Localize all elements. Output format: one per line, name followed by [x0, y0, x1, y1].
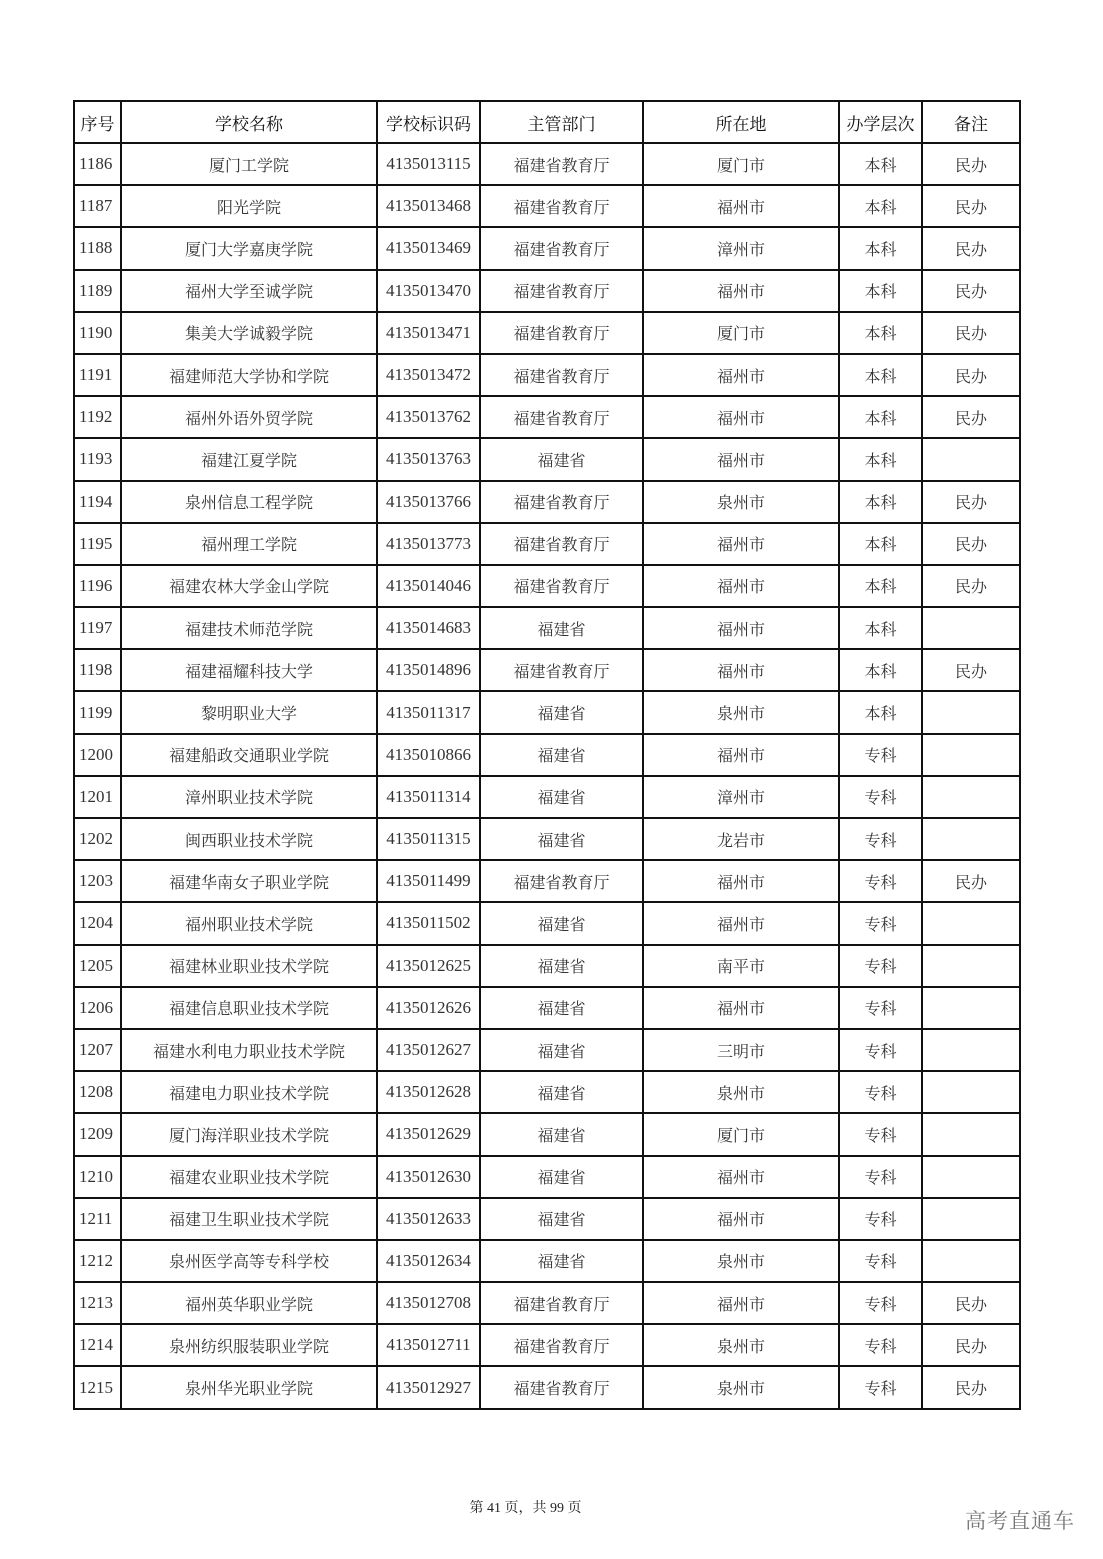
- cell-remarks: [922, 987, 1020, 1029]
- school-list-table: [73, 100, 1021, 1410]
- cell-education-level: 专科: [839, 776, 922, 818]
- cell-school-name: 福建师范大学协和学院: [121, 354, 377, 396]
- cell-serial-number: 1192: [74, 396, 121, 438]
- cell-remarks: [922, 734, 1020, 776]
- table-row: [74, 691, 1020, 733]
- table-row: [74, 1029, 1020, 1071]
- cell-location: 三明市: [643, 1029, 839, 1071]
- cell-remarks: 民办: [922, 185, 1020, 227]
- cell-location: 泉州市: [643, 1240, 839, 1282]
- cell-remarks: 民办: [922, 481, 1020, 523]
- cell-education-level: 专科: [839, 1113, 922, 1155]
- cell-education-level: 专科: [839, 1029, 922, 1071]
- table-header-row: [74, 101, 1020, 143]
- cell-education-level: 本科: [839, 143, 922, 185]
- cell-remarks: 民办: [922, 227, 1020, 269]
- cell-serial-number: 1214: [74, 1324, 121, 1366]
- cell-location: 泉州市: [643, 481, 839, 523]
- cell-serial-number: 1190: [74, 312, 121, 354]
- cell-remarks: 民办: [922, 649, 1020, 691]
- cell-school-code: 4135013470: [377, 270, 480, 312]
- cell-location: 厦门市: [643, 1113, 839, 1155]
- cell-remarks: 民办: [922, 1324, 1020, 1366]
- cell-supervising-dept: 福建省: [480, 1029, 643, 1071]
- cell-school-name: 福州大学至诚学院: [121, 270, 377, 312]
- cell-school-code: 4135012628: [377, 1071, 480, 1113]
- cell-school-code: 4135011499: [377, 860, 480, 902]
- cell-school-name: 福建农林大学金山学院: [121, 565, 377, 607]
- cell-education-level: 本科: [839, 607, 922, 649]
- cell-location: 福州市: [643, 734, 839, 776]
- cell-remarks: 民办: [922, 1366, 1020, 1408]
- cell-school-code: 4135012711: [377, 1324, 480, 1366]
- cell-serial-number: 1196: [74, 565, 121, 607]
- cell-serial-number: 1204: [74, 902, 121, 944]
- cell-school-code: 4135012625: [377, 945, 480, 987]
- cell-supervising-dept: 福建省: [480, 1240, 643, 1282]
- cell-supervising-dept: 福建省教育厅: [480, 312, 643, 354]
- cell-remarks: [922, 691, 1020, 733]
- cell-remarks: 民办: [922, 396, 1020, 438]
- table-row: [74, 1156, 1020, 1198]
- cell-school-name: 福建福耀科技大学: [121, 649, 377, 691]
- cell-school-code: 4135012927: [377, 1366, 480, 1408]
- cell-school-name: 福建华南女子职业学院: [121, 860, 377, 902]
- table-row: [74, 607, 1020, 649]
- cell-school-code: 4135013471: [377, 312, 480, 354]
- cell-education-level: 专科: [839, 902, 922, 944]
- table-row: [74, 1282, 1020, 1324]
- cell-education-level: 专科: [839, 860, 922, 902]
- cell-remarks: [922, 1029, 1020, 1071]
- cell-education-level: 本科: [839, 649, 922, 691]
- cell-supervising-dept: 福建省教育厅: [480, 270, 643, 312]
- cell-remarks: [922, 1198, 1020, 1240]
- cell-location: 南平市: [643, 945, 839, 987]
- cell-serial-number: 1200: [74, 734, 121, 776]
- table-row: [74, 227, 1020, 269]
- cell-supervising-dept: 福建省教育厅: [480, 860, 643, 902]
- cell-school-code: 4135014683: [377, 607, 480, 649]
- cell-supervising-dept: 福建省: [480, 1156, 643, 1198]
- cell-school-code: 4135012633: [377, 1198, 480, 1240]
- cell-remarks: 民办: [922, 1282, 1020, 1324]
- table-row: [74, 354, 1020, 396]
- cell-serial-number: 1203: [74, 860, 121, 902]
- cell-school-code: 4135013469: [377, 227, 480, 269]
- table-row: [74, 396, 1020, 438]
- cell-remarks: [922, 1156, 1020, 1198]
- table-row: [74, 649, 1020, 691]
- cell-location: 福州市: [643, 354, 839, 396]
- cell-education-level: 本科: [839, 523, 922, 565]
- cell-location: 福州市: [643, 987, 839, 1029]
- header-remarks: 备注: [922, 101, 1020, 143]
- cell-school-name: 黎明职业大学: [121, 691, 377, 733]
- table-row: [74, 312, 1020, 354]
- page-indicator-text: 第 41 页，共 99 页: [469, 1501, 582, 1516]
- cell-education-level: 专科: [839, 1240, 922, 1282]
- cell-school-name: 泉州纺织服装职业学院: [121, 1324, 377, 1366]
- cell-school-name: 漳州职业技术学院: [121, 776, 377, 818]
- cell-education-level: 专科: [839, 1324, 922, 1366]
- cell-education-level: 专科: [839, 945, 922, 987]
- cell-remarks: 民办: [922, 523, 1020, 565]
- cell-school-name: 厦门大学嘉庚学院: [121, 227, 377, 269]
- cell-supervising-dept: 福建省教育厅: [480, 649, 643, 691]
- cell-school-code: 4135013763: [377, 438, 480, 480]
- table-row: [74, 523, 1020, 565]
- cell-education-level: 专科: [839, 1366, 922, 1408]
- header-education-level: 办学层次: [839, 101, 922, 143]
- cell-education-level: 本科: [839, 185, 922, 227]
- cell-location: 福州市: [643, 396, 839, 438]
- cell-location: 福州市: [643, 565, 839, 607]
- cell-school-code: 4135013468: [377, 185, 480, 227]
- cell-school-code: 4135013766: [377, 481, 480, 523]
- cell-school-code: 4135011317: [377, 691, 480, 733]
- cell-education-level: 本科: [839, 270, 922, 312]
- cell-education-level: 专科: [839, 734, 922, 776]
- cell-education-level: 本科: [839, 481, 922, 523]
- cell-serial-number: 1191: [74, 354, 121, 396]
- cell-school-name: 福建江夏学院: [121, 438, 377, 480]
- table-row: [74, 1113, 1020, 1155]
- cell-remarks: [922, 607, 1020, 649]
- cell-supervising-dept: 福建省: [480, 691, 643, 733]
- cell-school-code: 4135012629: [377, 1113, 480, 1155]
- cell-supervising-dept: 福建省: [480, 987, 643, 1029]
- header-supervising-dept: 主管部门: [480, 101, 643, 143]
- table-row: [74, 1198, 1020, 1240]
- cell-school-name: 福建农业职业技术学院: [121, 1156, 377, 1198]
- cell-serial-number: 1202: [74, 818, 121, 860]
- cell-location: 厦门市: [643, 312, 839, 354]
- cell-school-code: 4135011315: [377, 818, 480, 860]
- cell-serial-number: 1212: [74, 1240, 121, 1282]
- cell-supervising-dept: 福建省: [480, 945, 643, 987]
- cell-location: 福州市: [643, 607, 839, 649]
- cell-serial-number: 1188: [74, 227, 121, 269]
- cell-school-name: 福建技术师范学院: [121, 607, 377, 649]
- cell-location: 福州市: [643, 649, 839, 691]
- table-row: [74, 1071, 1020, 1113]
- cell-supervising-dept: 福建省教育厅: [480, 143, 643, 185]
- cell-school-code: 4135012708: [377, 1282, 480, 1324]
- cell-supervising-dept: 福建省教育厅: [480, 354, 643, 396]
- cell-location: 泉州市: [643, 691, 839, 733]
- header-school-code: 学校标识码: [377, 101, 480, 143]
- cell-education-level: 本科: [839, 565, 922, 607]
- table-row: [74, 860, 1020, 902]
- cell-school-code: 4135012627: [377, 1029, 480, 1071]
- cell-serial-number: 1215: [74, 1366, 121, 1408]
- cell-education-level: 专科: [839, 818, 922, 860]
- cell-education-level: 专科: [839, 1198, 922, 1240]
- cell-school-name: 福州外语外贸学院: [121, 396, 377, 438]
- cell-supervising-dept: 福建省: [480, 607, 643, 649]
- cell-school-code: 4135010866: [377, 734, 480, 776]
- page-indicator: [0, 1497, 1103, 1517]
- table-row: [74, 481, 1020, 523]
- cell-school-code: 4135012626: [377, 987, 480, 1029]
- cell-serial-number: 1210: [74, 1156, 121, 1198]
- cell-location: 漳州市: [643, 227, 839, 269]
- cell-school-name: 厦门工学院: [121, 143, 377, 185]
- cell-supervising-dept: 福建省教育厅: [480, 185, 643, 227]
- cell-school-name: 福州英华职业学院: [121, 1282, 377, 1324]
- cell-remarks: [922, 945, 1020, 987]
- cell-location: 漳州市: [643, 776, 839, 818]
- cell-remarks: [922, 1071, 1020, 1113]
- cell-education-level: 本科: [839, 354, 922, 396]
- cell-education-level: 本科: [839, 438, 922, 480]
- cell-location: 福州市: [643, 860, 839, 902]
- cell-school-code: 4135014896: [377, 649, 480, 691]
- cell-serial-number: 1201: [74, 776, 121, 818]
- cell-supervising-dept: 福建省: [480, 902, 643, 944]
- cell-location: 福州市: [643, 902, 839, 944]
- cell-education-level: 专科: [839, 1282, 922, 1324]
- table-row: [74, 185, 1020, 227]
- cell-remarks: 民办: [922, 565, 1020, 607]
- cell-location: 福州市: [643, 185, 839, 227]
- cell-school-code: 4135011502: [377, 902, 480, 944]
- cell-location: 厦门市: [643, 143, 839, 185]
- cell-remarks: 民办: [922, 312, 1020, 354]
- table-row: [74, 565, 1020, 607]
- cell-serial-number: 1193: [74, 438, 121, 480]
- cell-education-level: 专科: [839, 987, 922, 1029]
- cell-location: 福州市: [643, 270, 839, 312]
- table-row: [74, 270, 1020, 312]
- cell-serial-number: 1208: [74, 1071, 121, 1113]
- cell-education-level: 本科: [839, 396, 922, 438]
- cell-supervising-dept: 福建省教育厅: [480, 396, 643, 438]
- cell-school-code: 4135012634: [377, 1240, 480, 1282]
- table-row: [74, 1240, 1020, 1282]
- cell-school-name: 泉州信息工程学院: [121, 481, 377, 523]
- cell-school-name: 福州职业技术学院: [121, 902, 377, 944]
- cell-supervising-dept: 福建省教育厅: [480, 523, 643, 565]
- cell-school-code: 4135014046: [377, 565, 480, 607]
- table-row: [74, 1366, 1020, 1408]
- cell-supervising-dept: 福建省: [480, 1113, 643, 1155]
- header-serial-number: 序号: [74, 101, 121, 143]
- cell-school-name: 闽西职业技术学院: [121, 818, 377, 860]
- cell-location: 福州市: [643, 1282, 839, 1324]
- cell-supervising-dept: 福建省教育厅: [480, 1282, 643, 1324]
- cell-location: 福州市: [643, 438, 839, 480]
- cell-education-level: 本科: [839, 227, 922, 269]
- cell-education-level: 专科: [839, 1156, 922, 1198]
- cell-school-name: 福建林业职业技术学院: [121, 945, 377, 987]
- cell-remarks: 民办: [922, 270, 1020, 312]
- cell-school-code: 4135013762: [377, 396, 480, 438]
- cell-serial-number: 1213: [74, 1282, 121, 1324]
- cell-school-code: 4135011314: [377, 776, 480, 818]
- cell-school-name: 福建卫生职业技术学院: [121, 1198, 377, 1240]
- table-row: [74, 818, 1020, 860]
- cell-remarks: [922, 438, 1020, 480]
- table-row: [74, 987, 1020, 1029]
- table-row: [74, 143, 1020, 185]
- header-school-name: 学校名称: [121, 101, 377, 143]
- cell-education-level: 本科: [839, 312, 922, 354]
- cell-serial-number: 1198: [74, 649, 121, 691]
- cell-school-code: 4135013115: [377, 143, 480, 185]
- cell-school-code: 4135013472: [377, 354, 480, 396]
- cell-supervising-dept: 福建省: [480, 818, 643, 860]
- cell-serial-number: 1205: [74, 945, 121, 987]
- cell-serial-number: 1189: [74, 270, 121, 312]
- cell-serial-number: 1209: [74, 1113, 121, 1155]
- cell-supervising-dept: 福建省教育厅: [480, 481, 643, 523]
- cell-school-name: 泉州华光职业学院: [121, 1366, 377, 1408]
- cell-school-name: 福建电力职业技术学院: [121, 1071, 377, 1113]
- watermark: 高考直通车: [965, 1509, 1075, 1533]
- cell-remarks: [922, 818, 1020, 860]
- cell-school-name: 泉州医学高等专科学校: [121, 1240, 377, 1282]
- table-row: [74, 776, 1020, 818]
- cell-school-code: 4135012630: [377, 1156, 480, 1198]
- table-row: [74, 1324, 1020, 1366]
- cell-school-name: 福州理工学院: [121, 523, 377, 565]
- cell-serial-number: 1197: [74, 607, 121, 649]
- cell-school-name: 福建信息职业技术学院: [121, 987, 377, 1029]
- table-row: [74, 945, 1020, 987]
- cell-remarks: [922, 1240, 1020, 1282]
- cell-serial-number: 1187: [74, 185, 121, 227]
- table-row: [74, 438, 1020, 480]
- cell-serial-number: 1186: [74, 143, 121, 185]
- cell-remarks: [922, 1113, 1020, 1155]
- cell-serial-number: 1199: [74, 691, 121, 733]
- cell-remarks: 民办: [922, 354, 1020, 396]
- cell-serial-number: 1194: [74, 481, 121, 523]
- cell-school-code: 4135013773: [377, 523, 480, 565]
- cell-education-level: 专科: [839, 1071, 922, 1113]
- cell-location: 福州市: [643, 1198, 839, 1240]
- cell-remarks: 民办: [922, 860, 1020, 902]
- table-body: [74, 143, 1020, 1409]
- cell-location: 泉州市: [643, 1324, 839, 1366]
- cell-school-name: 阳光学院: [121, 185, 377, 227]
- cell-supervising-dept: 福建省: [480, 438, 643, 480]
- table-row: [74, 734, 1020, 776]
- cell-supervising-dept: 福建省教育厅: [480, 1324, 643, 1366]
- cell-serial-number: 1211: [74, 1198, 121, 1240]
- cell-school-name: 厦门海洋职业技术学院: [121, 1113, 377, 1155]
- cell-serial-number: 1207: [74, 1029, 121, 1071]
- cell-remarks: 民办: [922, 143, 1020, 185]
- cell-location: 福州市: [643, 523, 839, 565]
- cell-supervising-dept: 福建省教育厅: [480, 1366, 643, 1408]
- cell-location: 福州市: [643, 1156, 839, 1198]
- table-row: [74, 902, 1020, 944]
- cell-supervising-dept: 福建省教育厅: [480, 565, 643, 607]
- cell-school-name: 集美大学诚毅学院: [121, 312, 377, 354]
- cell-serial-number: 1206: [74, 987, 121, 1029]
- cell-location: 龙岩市: [643, 818, 839, 860]
- cell-location: 泉州市: [643, 1366, 839, 1408]
- cell-supervising-dept: 福建省: [480, 1198, 643, 1240]
- cell-serial-number: 1195: [74, 523, 121, 565]
- cell-supervising-dept: 福建省教育厅: [480, 227, 643, 269]
- cell-supervising-dept: 福建省: [480, 776, 643, 818]
- cell-school-name: 福建水利电力职业技术学院: [121, 1029, 377, 1071]
- cell-supervising-dept: 福建省: [480, 734, 643, 776]
- cell-supervising-dept: 福建省: [480, 1071, 643, 1113]
- cell-education-level: 本科: [839, 691, 922, 733]
- cell-location: 泉州市: [643, 1071, 839, 1113]
- cell-school-name: 福建船政交通职业学院: [121, 734, 377, 776]
- header-location: 所在地: [643, 101, 839, 143]
- cell-remarks: [922, 776, 1020, 818]
- cell-remarks: [922, 902, 1020, 944]
